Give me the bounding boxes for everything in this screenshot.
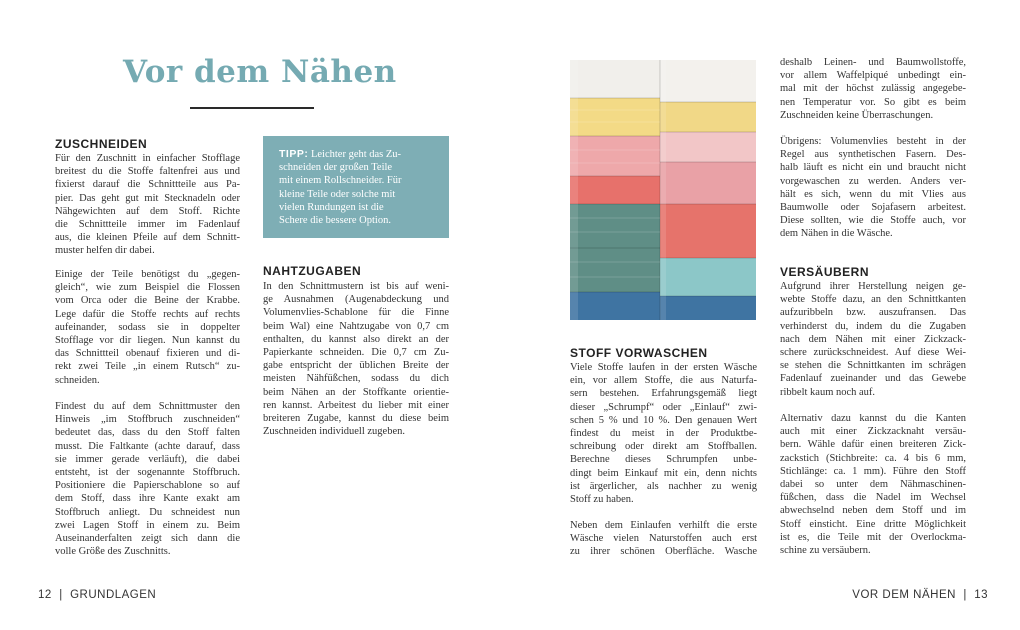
text-line: bedeutet das, dass du den Stoff falten	[55, 427, 240, 439]
text-line: ein, vor allem Stoffe, die aus Naturfa-	[570, 375, 757, 387]
text-line: hält es sich, wenn du mit Vlies aus	[780, 188, 966, 200]
text-line: Findest du auf dem Schnittmuster den	[55, 401, 240, 412]
text-line: dingt beim Einkauf mit ein, denn nichts	[570, 467, 757, 479]
text-line: verhinderst du, indem du die Zugaben	[780, 320, 966, 332]
zuschneiden-paragraph-1	[55, 152, 240, 258]
text-line: ist ärgerlicher, als nachher zu wenig	[570, 480, 757, 492]
text-line: Positioniere die Papierschablone so auf	[55, 480, 240, 492]
heading-versaeubern: VERSÄUBERN	[780, 265, 870, 279]
text-line: zackstich (Stichbreite: ca. 4 bis 6 mm,	[780, 452, 966, 464]
text-line: Berechne dieses Schrumpfen unbe-	[570, 454, 757, 466]
text-line: sern bestehen. Erfahrungsgemäß liegt	[570, 388, 757, 400]
text-line: schere zurückschneidest. Auf diese Wei-	[780, 347, 966, 359]
title-underline	[190, 107, 314, 109]
text-line: pier. Das geht gut mit Stecknadeln oder	[55, 192, 240, 204]
text-line: findest du meist in der Produktbe-	[570, 428, 757, 440]
footer-separator: |	[963, 589, 967, 601]
text-line: Übrigens: Volumenvlies besteht in der	[780, 136, 966, 147]
text-line: schine zu versäubern.	[780, 545, 871, 557]
footer-left	[38, 589, 156, 601]
folded-fabric-stack-photo	[570, 60, 756, 320]
text-line: Regel aus synthetischen Fasern. Des-	[780, 149, 966, 161]
text-line: Lege dafür die Stoffe rechts auf rechts	[55, 308, 240, 320]
versaeubern-paragraph-2	[780, 412, 966, 557]
tip-line: Schere die bessere Option.	[279, 215, 391, 227]
text-line: muster helfen dir dabei.	[55, 245, 155, 257]
text-line: Stoffbruch anliegt. Du schneidest nun	[55, 506, 240, 518]
text-line: Volumenvlies-Schablone für die Finne	[263, 307, 449, 319]
text-line: Zuschneiden individuell zugeben.	[263, 426, 406, 438]
text-line: Stichlänge: ca. 1 mm). Führe den Stoff	[780, 465, 966, 477]
text-line: Neben dem Einlaufen verhilft die erste	[570, 520, 757, 531]
text-line: zwei Lagen Stoff in einem zu. Beim	[55, 519, 240, 531]
text-line: Baumwolle oder Sojafasern arbeitest.	[780, 202, 966, 214]
tip-line: Leichter geht das Zu-	[310, 149, 402, 160]
text-line: zu ihrer schönen Oberfläche. Wasche	[570, 546, 757, 558]
text-line: vorgewaschen zu werden. Anders ver-	[780, 175, 966, 187]
text-line: vor allem Waffelpiqué unbedingt ein-	[780, 70, 966, 82]
text-line: sie immer gerade verläuft), die dabei	[55, 453, 240, 465]
text-line: dem Nähen in die Wäsche.	[780, 228, 893, 240]
text-line: Auseinanderfalten zeigt sich dann die	[55, 533, 240, 545]
text-line: breitest du die Stoffe faltenfrei aus und	[55, 166, 240, 178]
text-line: Stofflage vor dir liegen. Nun kannst du	[55, 335, 240, 347]
text-line: Einige der Teile benötigst du „gegen-	[55, 269, 240, 280]
tip-line: vielen Rundungen ist die	[279, 201, 384, 213]
text-line: meisten Nähfüßchen, sodass du dich	[263, 373, 449, 385]
text-line: volle Größe des Zuschnitts.	[55, 546, 171, 558]
page-number-left: 12	[38, 589, 52, 601]
tip-line: kleine Teile oder solche mit	[279, 188, 396, 200]
text-line: se stehen die Schnittkanten im schrägen	[780, 360, 966, 372]
text-line: das Schnittteil obenauf fixieren und di-	[55, 348, 240, 360]
text-line: Alternativ dazu kannst du die Kanten	[780, 413, 966, 424]
text-line: die Schnittteile immer im Fadenlauf	[55, 219, 240, 231]
tip-first-line	[279, 148, 439, 161]
zuschneiden-paragraph-3	[55, 400, 240, 558]
text-line: Fadenlauf zueinander und das Gewebe	[780, 373, 966, 385]
text-line: Stoff einsticht. Eine dritte Möglichkeit	[780, 518, 966, 530]
text-line: aufeinander, sodass sie in doppelter	[55, 321, 240, 333]
text-line: enthalten, du kannst also direkt an der	[263, 333, 449, 345]
text-line: nach dem Nähen mit einer Zickzack-	[780, 333, 966, 345]
page-title: Vor dem Nähen	[123, 54, 397, 90]
text-line: entsteht, ist der sogenannte Stoffbruch.	[55, 467, 240, 479]
text-line: musst. Die Faltkante (achte darauf, dass	[55, 440, 240, 452]
text-line: aufzuribbeln bzw. auszufransen. Das	[780, 307, 966, 319]
text-line: bern. Wähle dafür einen breiteren Zick-	[780, 439, 966, 451]
text-line: Zuschneiden keine Überraschungen.	[780, 109, 934, 121]
fabric-illustration	[570, 60, 756, 320]
zuschneiden-paragraph-2	[55, 268, 240, 387]
footer-separator: |	[59, 589, 63, 601]
nahtzugaben-paragraph	[263, 280, 449, 438]
text-line: dabei so unter dem Nähmaschinen-	[780, 479, 966, 491]
text-line: dieser „Schrumpf“ oder „Einlauf“ zwi-	[570, 401, 757, 413]
text-line: Wäsche vielen Naturstoffen auch erst	[570, 533, 757, 545]
text-line: ist es, die Teile mit der Overlockma-	[780, 531, 966, 543]
tip-text	[279, 148, 439, 227]
text-line: fixierst darauf die Schnittteile aus Pa-	[55, 179, 240, 191]
text-line: Hinweis „im Stoffbruch zuschneiden“	[55, 414, 240, 426]
text-line: schreibung oder direkt am Stoffballen.	[570, 441, 757, 453]
text-line: auch mit einer Zickzacknaht versäu-	[780, 426, 966, 438]
footer-right	[852, 589, 988, 601]
page-number-right: 13	[974, 589, 988, 601]
text-line: ren kannst. Arbeitest du lieber mit einer	[263, 399, 449, 411]
text-line: Nähgewichten auf dem Stoff. Richte	[55, 205, 240, 217]
text-line: webte Stoffe dazu, an den Schnittkanten	[780, 294, 966, 306]
text-line: Diese sollten, wie die Stoffe auch, vor	[780, 215, 966, 227]
text-line: Für den Zuschnitt in einfacher Stofflage	[55, 153, 240, 164]
continuation-paragraph-1	[780, 56, 966, 122]
text-line: dem Stoff, dass ihre Kante exakt am	[55, 493, 240, 505]
footer-section-right: VOR DEM NÄHEN	[852, 589, 956, 601]
text-line: Aufgrund ihrer Herstellung neigen ge-	[780, 281, 966, 292]
text-line: vom Orca oder die Beine der Krabbe.	[55, 295, 240, 307]
text-line: beim Wal) eine Nahtzugabe von 0,7 cm	[263, 320, 449, 332]
vorwaschen-paragraph-2	[570, 519, 757, 559]
text-line: deshalb Leinen- und Baumwollstoffe,	[780, 57, 966, 68]
text-line: schen 5 % und 10 %. Den genauen Wert	[570, 414, 757, 426]
footer-section-left: GRUNDLAGEN	[70, 589, 157, 601]
text-line: aus, die kleinen Pfeile auf dem Schnitt-	[55, 232, 240, 244]
text-line: Papierkante schneiden. Die 0,7 cm Zu-	[263, 347, 449, 359]
text-line: ge Ausnahmen (Augenabdeckung und	[263, 294, 449, 306]
text-line: breiteren Zugabe, kannst du diese beim	[263, 413, 449, 425]
text-line: abwechselnd neben dem Stoff und im	[780, 505, 966, 517]
text-line: halb läuft es nicht ein und braucht nicht	[780, 162, 966, 174]
heading-nahtzugaben: NAHTZUGABEN	[263, 264, 362, 278]
versaeubern-paragraph-1	[780, 280, 966, 399]
vorwaschen-paragraph-1	[570, 361, 757, 506]
tip-label: TIPP:	[279, 148, 309, 160]
text-line: mal mit der höchst zulässig angegebe-	[780, 83, 966, 95]
text-line: rekt zwei Teile „in einem Rutsch“ zu-	[55, 361, 240, 373]
text-line: schneiden.	[55, 374, 100, 386]
tip-line: mit einem Rollschneider. Für	[279, 175, 402, 187]
heading-stoff-vorwaschen: STOFF VORWASCHEN	[570, 346, 708, 360]
text-line: füßchen, dass die Nadel im Wechsel	[780, 492, 966, 504]
text-line: In den Schnittmustern ist bis auf weni-	[263, 281, 449, 292]
text-line: Stoff zu haben.	[570, 494, 634, 506]
text-line: beim Nähen an der Stoffkante orientie-	[263, 386, 449, 398]
text-line: gabe entspricht der üblichen Breite der	[263, 360, 449, 372]
text-line: Viele Stoffe laufen in der ersten Wäsche	[570, 362, 757, 373]
tip-line: schneiden der großen Teile	[279, 162, 393, 174]
text-line: gleich“, wie zum Beispiel die Flossen	[55, 282, 240, 294]
continuation-paragraph-2	[780, 135, 966, 241]
text-line: ribbelt kaum noch auf.	[780, 386, 876, 398]
text-line: nen Temperatur vor. So gibt es beim	[780, 96, 966, 108]
tip-box	[263, 136, 449, 238]
heading-zuschneiden: ZUSCHNEIDEN	[55, 137, 148, 151]
